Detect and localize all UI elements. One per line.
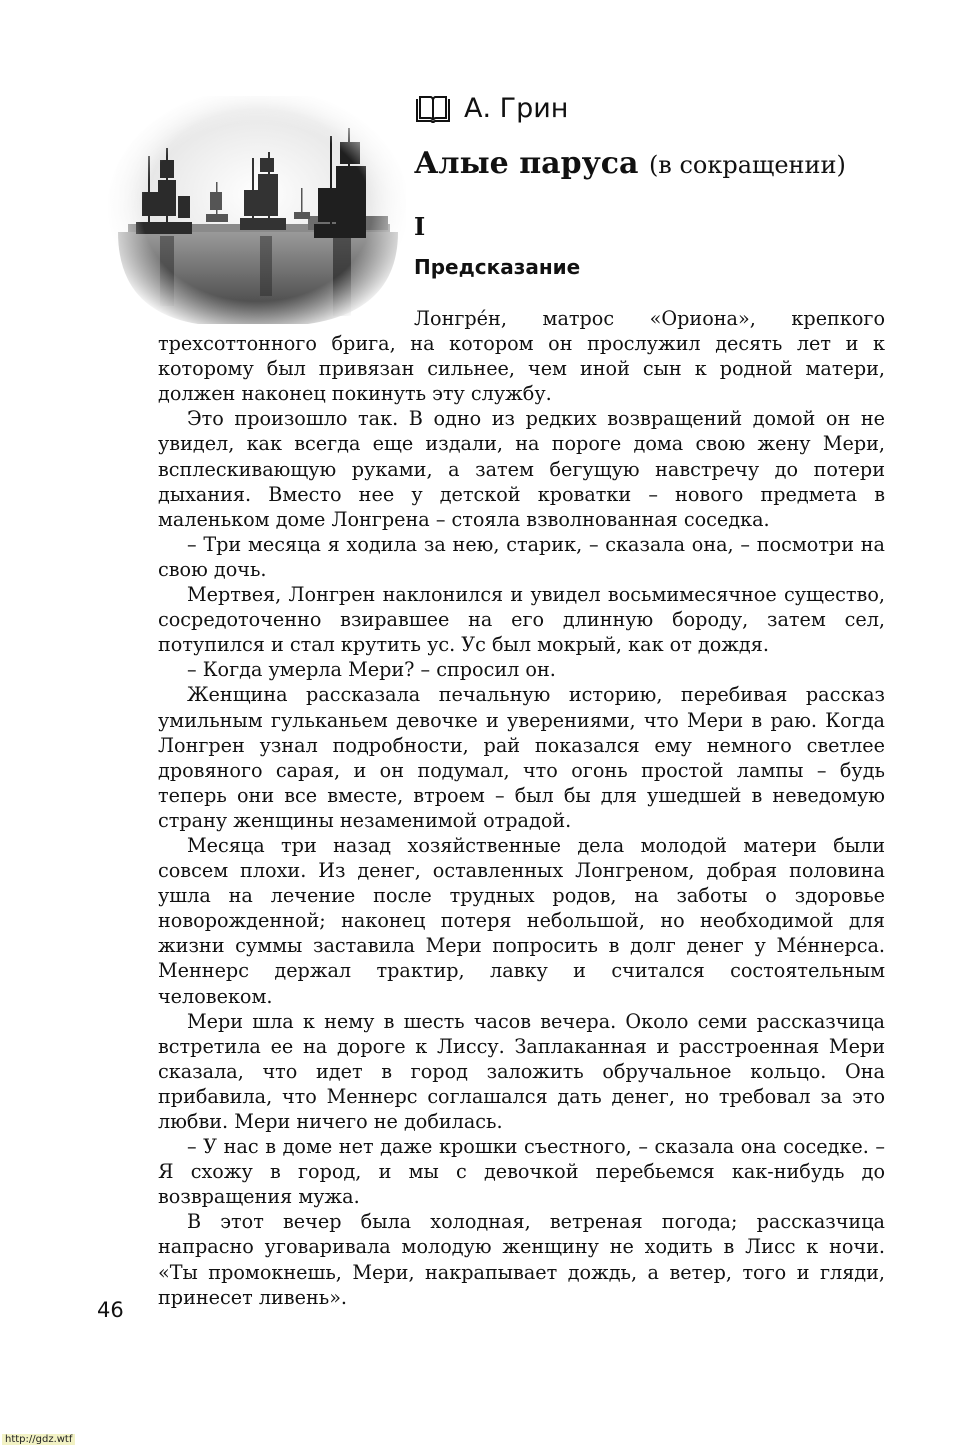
paragraph: Мери шла к нему в шесть часов вечера. Около семи рассказчица встретила ее на дороге к Лиссу. Заплаканная и расстроенная Мери сказала, что идет в город заложить обручальное кольцо. Она прибавила, что Меннерс соглашался дать денег, но требовал за это любви. Мери ничего не добилась. — [158, 1009, 885, 1133]
chapter-number: I — [414, 212, 426, 241]
chapter-title: Предсказание — [414, 255, 581, 279]
paragraph: – Три месяца я ходила за нею, старик, – сказала она, – посмотри на свою дочь. — [158, 532, 885, 581]
ships-illustration — [108, 96, 406, 328]
body-text — [158, 306, 885, 1310]
paragraph: – У нас в доме нет даже крошки съестного, – сказала она соседке. – Я схожу в город, и мы с девочкой перебьемся как-нибудь до возвращения мужа. — [158, 1135, 885, 1209]
paragraph: Месяца три назад хозяйственные дела молодой матери были совсем плохи. Из денег, оставленных Лонгреном, добрая половина ушла на лечение после трудных родов, на заботы о здоровье новорожденной; наконец потеря небольшой, но необходимой для жизни суммы заставила Мери попросить в долг денег у Ме́ннерса. Меннерс держал трактир, лавку и считался состоятельным человеком. — [158, 833, 885, 1008]
author-line — [414, 93, 568, 124]
paragraph: Лонгре́н, матрос «Ориона», крепкого трехсоттонного брига, на котором он прослужил десять лет и к которому был привязан сильнее, чем иной сын к родной матери, должен наконец покинуть эту службу. — [158, 307, 885, 406]
paragraph: В этот вечер была холодная, ветреная погода; рассказчица напрасно уговаривала молодую женщину не ходить в Лисс к ночи. «Ты промокнешь, Мери, накрапывает дождь, а ветер, того и гляди, принесет ливень». — [158, 1210, 885, 1309]
paragraph: Это произошло так. В одно из редких возвращений домой он не увидел, как всегда еще издали, на пороге дома свою жену Мери, всплескивающую руками, а затем бегущую навстречу до потери дыхания. Вместо нее у детской кроватки – нового предмета в маленьком доме Лонгрена – стояла взволнованная соседка. — [158, 407, 885, 531]
paragraph: Мертвея, Лонгрен наклонился и увидел восьмимесячное существо, сосредоточенно взиравшее на его длинную бороду, затем сел, потупился и стал крутить ус. Ус был мокрый, как от дождя. — [158, 583, 885, 657]
author-name: А. Грин — [464, 93, 569, 124]
page-number: 46 — [97, 1298, 124, 1322]
title-main: Алые паруса — [414, 146, 639, 181]
page-title — [414, 146, 846, 181]
title-note: (в сокращении) — [648, 151, 846, 179]
watermark: http://gdz.wtf — [2, 1434, 75, 1445]
open-book-icon — [414, 94, 452, 124]
paragraph: Женщина рассказала печальную историю, перебивая рассказ умильным гульканьем девочке и уверениями, что Мери в раю. Когда Лонгрен узнал подробности, рай показался ему немного светлее дровяного сарая, и он подумал, что огонь простой лампы – будь теперь они все вместе, втроем – был бы для ушедшей в неведомую страну женщины незаменимой отрадой. — [158, 683, 885, 832]
paragraph: – Когда умерла Мери? – спросил он. — [187, 658, 556, 682]
